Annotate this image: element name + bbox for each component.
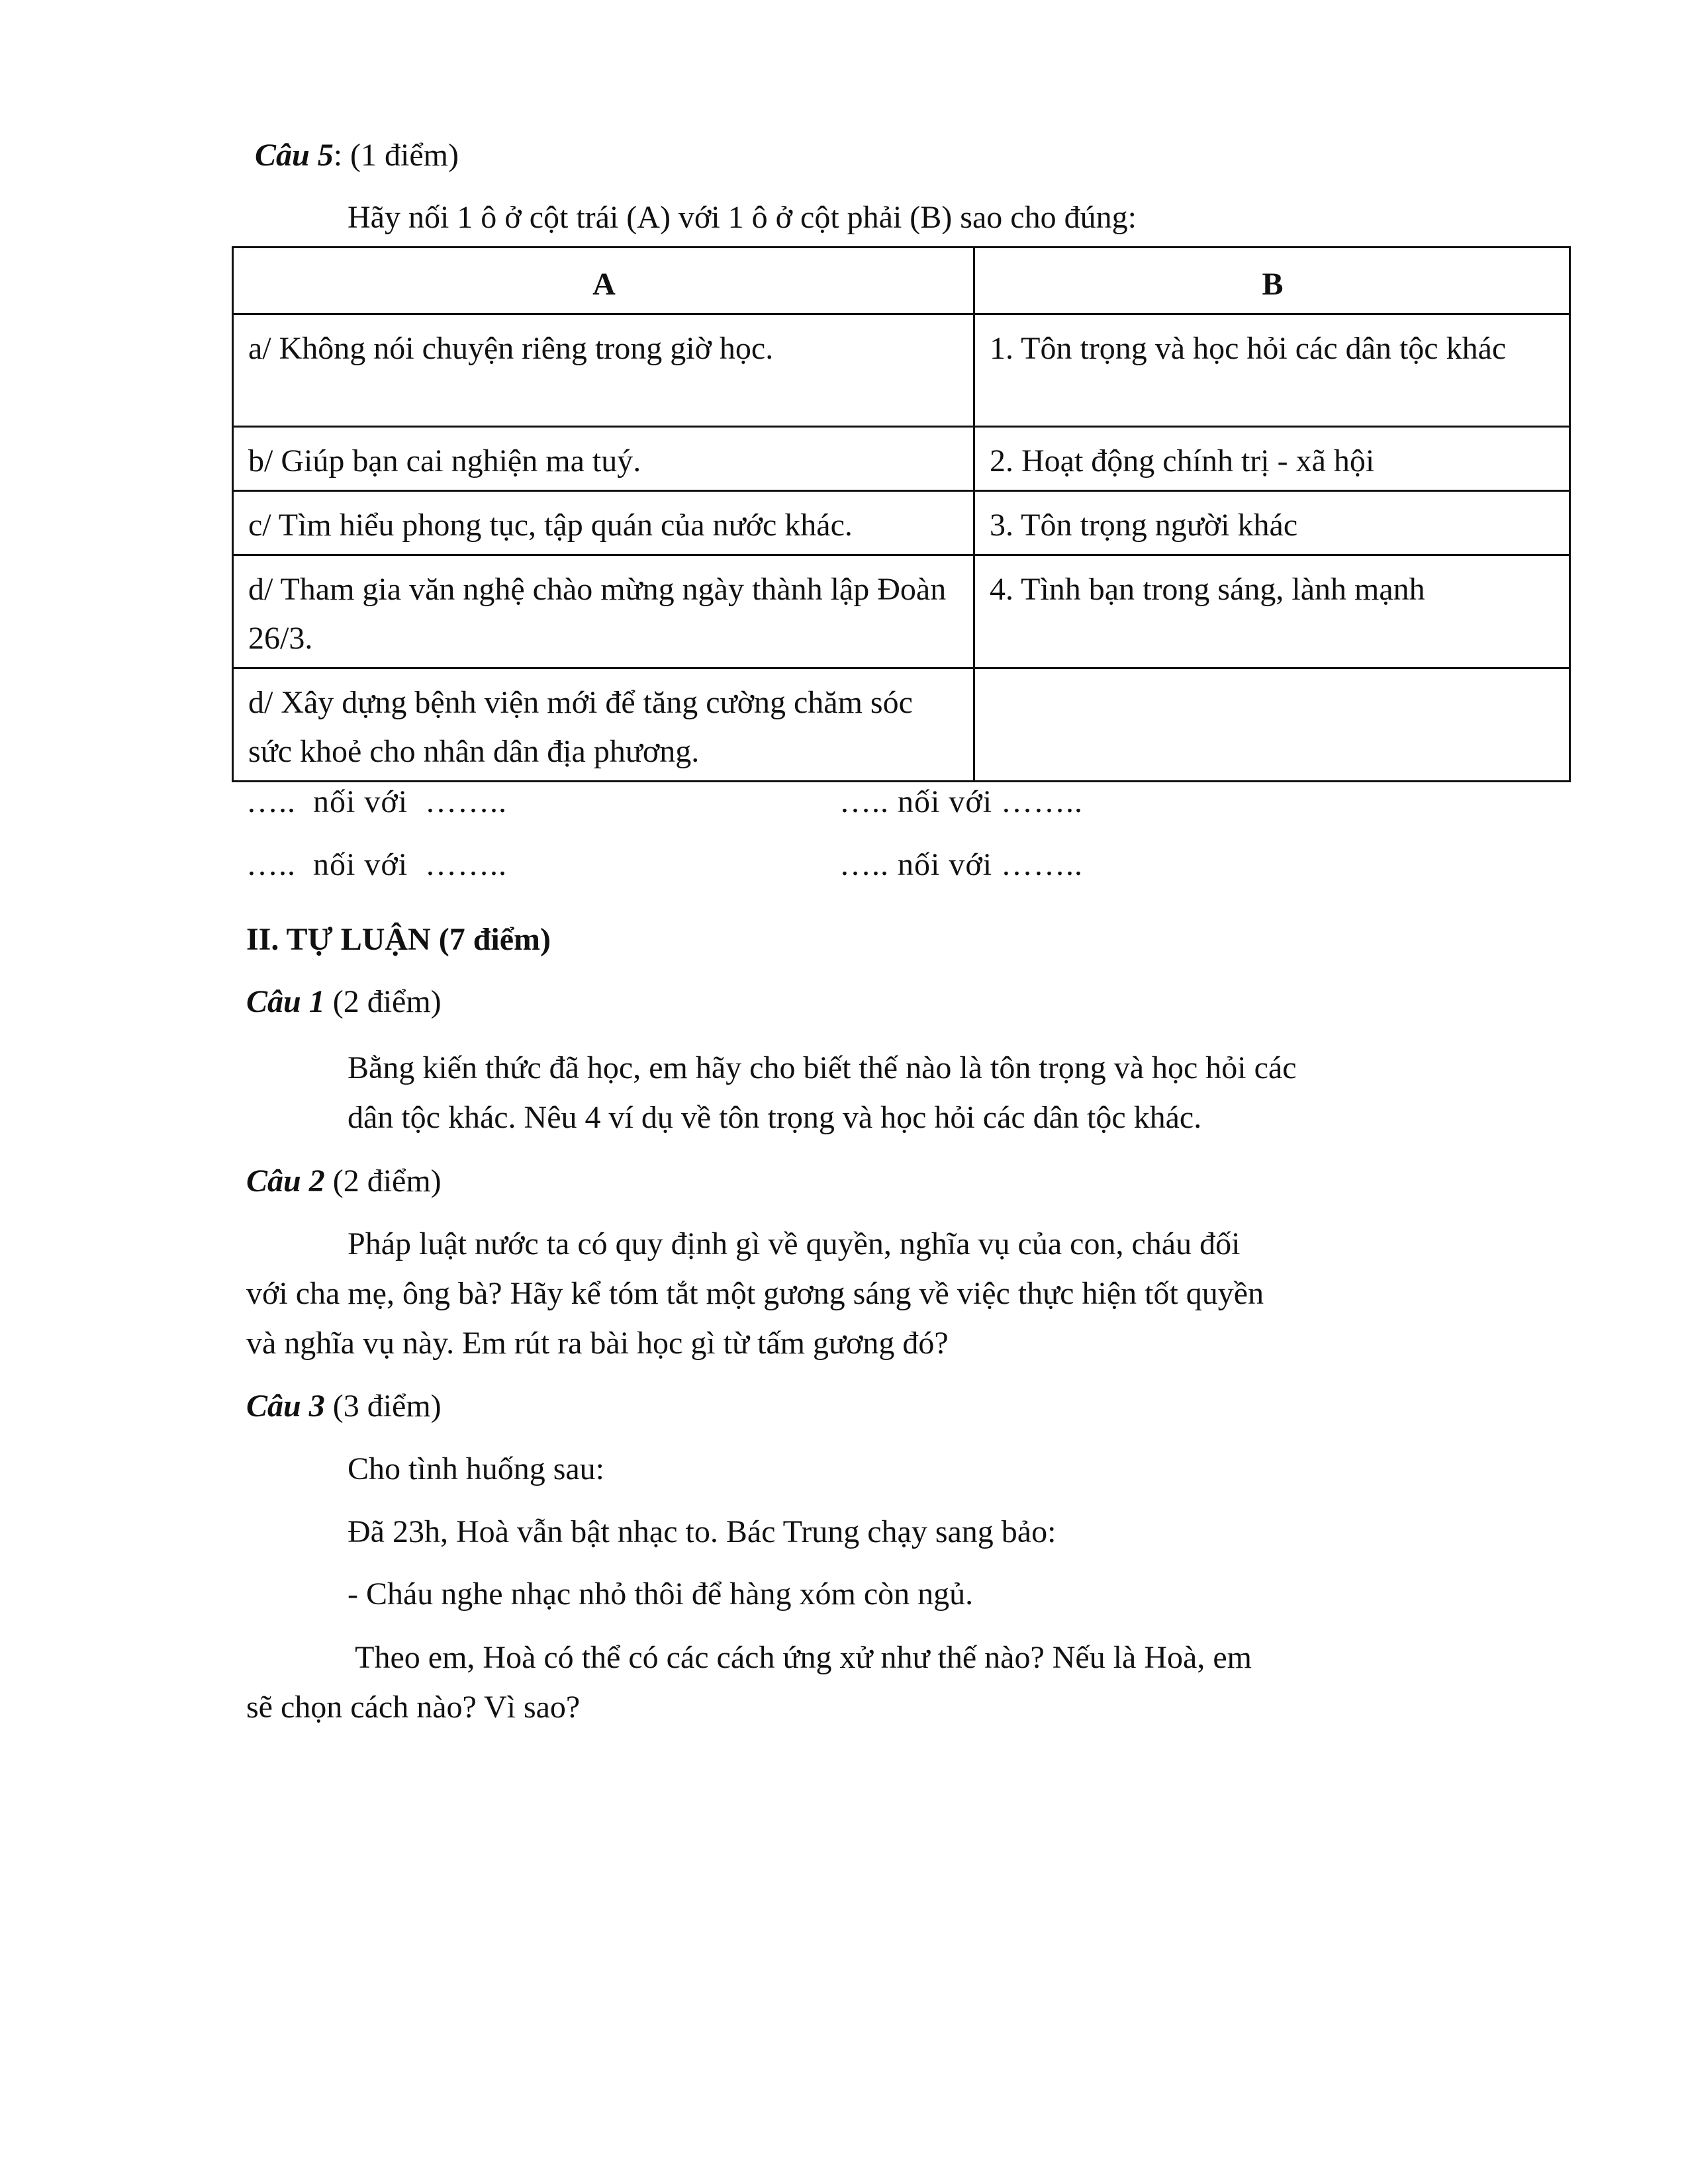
matching-table — [232, 246, 1571, 782]
q1-heading — [246, 978, 442, 1026]
table-row — [233, 427, 1570, 491]
connect-line-right-1: ….. nối với …….. — [839, 784, 1084, 819]
q5-instruction: Hãy nối 1 ô ở cột trái (A) với 1 ô ở cột phải (B) sao cho đúng: — [348, 200, 1137, 235]
table-cell-b: 4. Tình bạn trong sáng, lành mạnh — [974, 555, 1570, 668]
q3-line-1: Đã 23h, Hoà vẫn bật nhạc to. Bác Trung chạy sang bảo: — [348, 1514, 1056, 1549]
table-cell-a: d/ Tham gia văn nghệ chào mừng ngày thành lập Đoàn 26/3. — [233, 555, 974, 668]
table-row — [233, 668, 1570, 782]
q5-heading — [255, 131, 459, 180]
q3-line-3: Theo em, Hoà có thể có các cách ứng xử như thế nào? Nếu là Hoà, em — [348, 1640, 1252, 1675]
table-cell-a: a/ Không nói chuyện riêng trong giờ học. — [233, 314, 974, 427]
q3-points: (3 điểm) — [324, 1388, 442, 1424]
table-row — [233, 555, 1570, 668]
q2-line-2: với cha mẹ, ông bà? Hãy kể tóm tắt một gương sáng về việc thực hiện tốt quyền — [246, 1276, 1264, 1311]
table-cell-a: d/ Xây dựng bệnh viện mới để tăng cường chăm sóc sức khoẻ cho nhân dân địa phương. — [233, 668, 974, 782]
q1-points: (2 điểm) — [324, 984, 442, 1019]
section-title: II. TỰ LUẬN (7 điểm) — [246, 922, 551, 957]
q2-label: Câu 2 — [246, 1163, 325, 1199]
table-row — [233, 491, 1570, 555]
q2-line-3: và nghĩa vụ này. Em rút ra bài học gì từ tấm gương đó? — [246, 1326, 949, 1361]
table-cell-a: b/ Giúp bạn cai nghiện ma tuý. — [233, 427, 974, 491]
connect-line-right-2: ….. nối với …….. — [839, 847, 1084, 882]
q5-label: Câu 5 — [255, 138, 334, 173]
table-cell-a: c/ Tìm hiểu phong tục, tập quán của nước khác. — [233, 491, 974, 555]
table-cell-b: 2. Hoạt động chính trị - xã hội — [974, 427, 1570, 491]
table-cell-b: 3. Tôn trọng người khác — [974, 491, 1570, 555]
q3-heading — [246, 1382, 442, 1431]
q1-line-2: dân tộc khác. Nêu 4 ví dụ về tôn trọng và học hỏi các dân tộc khác. — [348, 1100, 1202, 1135]
q3-line-2: - Cháu nghe nhạc nhỏ thôi để hàng xóm còn ngủ. — [348, 1576, 974, 1612]
table-header-row — [233, 248, 1570, 314]
column-b-header: B — [974, 248, 1570, 314]
q1-line-1: Bằng kiến thức đã học, em hãy cho biết thế nào là tôn trọng và học hỏi các — [348, 1050, 1297, 1085]
table-cell-b: 1. Tôn trọng và học hỏi các dân tộc khác — [974, 314, 1570, 427]
table-row — [233, 314, 1570, 427]
q2-heading — [246, 1157, 442, 1206]
column-a-header: A — [233, 248, 974, 314]
q2-line-1: Pháp luật nước ta có quy định gì về quyền, nghĩa vụ của con, cháu đối — [348, 1226, 1241, 1261]
table-cell-b — [974, 668, 1570, 782]
q3-intro: Cho tình huống sau: — [348, 1451, 605, 1486]
connect-line-left-2: ….. nối với …….. — [246, 847, 508, 882]
q5-points: : (1 điểm) — [333, 138, 459, 173]
q2-points: (2 điểm) — [324, 1163, 442, 1199]
q1-label: Câu 1 — [246, 984, 325, 1019]
connect-line-left-1: ….. nối với …….. — [246, 784, 508, 819]
q3-label: Câu 3 — [246, 1388, 325, 1424]
q3-line-4: sẽ chọn cách nào? Vì sao? — [246, 1690, 581, 1725]
